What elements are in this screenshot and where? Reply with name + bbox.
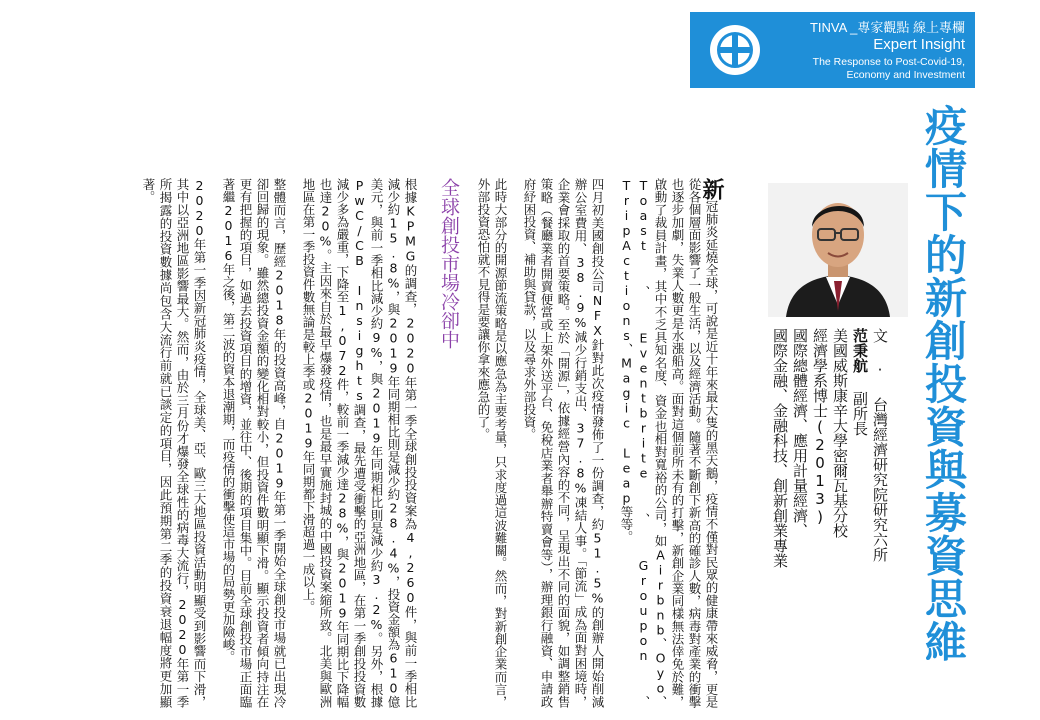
banner-subtitle-1: The Response to Post-Covid-19, <box>812 56 965 68</box>
author-name: 范秉航 <box>851 328 869 373</box>
article-paragraph-4: 根據KPMG的調查，2020年第一季全球創投投資案為4,260件，與前一季相比減少約15.8%，與2019年同期相比則是減少約28.4%，投資金額為610億美元，與前一季相比減少約9%，與2019年同期相比則是減少約3.2%。另外，根據PwC/CB Insights調查，最先遭受衝擊的亞洲地區，在第一季創投投資數減少多為嚴重，下降至1,072件，較前一季減少達28%，與2019年同期比下降幅也達20%。主因來自於最早爆發疫情，也是最早實施封城的中國投資案縮所致。北美與歐洲地區在第一季投資件數無論是較上季或2019年同期都下滑超過一成以上。 <box>301 178 418 708</box>
author-university: 美國威斯康辛大學密爾瓦基分校 <box>831 328 849 538</box>
author-role: 副所長 <box>851 373 869 436</box>
author-info <box>770 328 890 708</box>
author-affiliation: 文 ‧ 台灣經濟研究院研究六所 <box>871 328 889 562</box>
author-expertise-1: 國際總體經濟、應用計量經濟、 <box>791 328 809 538</box>
author-title-line <box>850 328 870 708</box>
tinva-logo-icon <box>710 25 760 75</box>
section-subheading: 全球創投市場冷卻中 <box>438 178 460 349</box>
drop-cap: 新 <box>699 178 724 201</box>
article-paragraph-6: 2020年第一季因新冠肺炎疫情，全球美、亞、歐三大地區投資活動明顯受到影響而下滑，其中以亞洲地區影響最大。然而，由於三月份才爆發全球性的病毒大流行，2020年第一季所揭露的投資數據尚包含大流行前就已談定的項目，因此預期第二季的投資衰退幅度將更加顯著。 <box>141 178 207 708</box>
banner-expert-insight: Expert Insight <box>873 36 965 53</box>
article-paragraph-2: 四月初美國創投公司NFX針對此次疫情發佈了一份調查，約51.5%的創辦人開始削減辦公室費用、38.9%減少行銷支出、37.8%凍結人事。「節流」成為面對困境時，企業會採取的首要策略。至於「開源」，依據經營內容的不同，呈現出不同的面貌，如調整銷售策略（餐廳業者開賣便當或上架外送平台、免稅店業者舉辦特賣會等），辦理銀行融資、申請政府紓困投資、補助與貸款，以及尋求外部投資。 <box>522 178 605 708</box>
article-paragraph-1: 新冠肺炎延燒全球，可說是近十年來最大隻的黑天鵝，疫情不僅對民眾的健康帶來威脅，更是從各個層面影響了一般生活，以及經濟活動。隨著不斷創下新高的確診人數，病毒對產業的衝擊也逐步加劇，失業人數更是水漲船高。面對這個前所未有的打擊，新創企業同樣無法倖免於難，啟動了裁員計畫，其中不乏具知名度、資金也相對寬裕的公司，如Airbnb、Oyo、Toast、Eventbrite、Groupon、TripActions、Magic Leap等等。 <box>619 178 724 709</box>
author-degree: 經濟學系博士(2013) <box>811 328 829 526</box>
author-expertise-2: 國際金融、金融科技、創新創業專業 <box>771 328 789 568</box>
banner-column-title: TINVA _專家觀點 線上專欄 <box>809 20 965 35</box>
page-title: 疫情下的新創投資與募資思維 <box>919 104 968 663</box>
author-photo <box>768 183 908 317</box>
article-body <box>80 178 724 709</box>
article-paragraph-5: 整體而言，歷經2018年的投資高峰，自2019年第一季開始全球創投市場就已出現冷卻回歸的現象。雖然總投資金額的變化相對較小，但投資件數明顯下滑。顯示投資者傾向持注在更有把握的項目，如過去投資項目的增資，並往中、後期的項目集中。目前全球創投市場正面臨著繼2016年之後，第二波的資本退潮期，而疫情的衝擊使這市場的局勢更加險峻。 <box>221 178 287 708</box>
expert-insight-banner <box>690 12 975 88</box>
article-paragraph-3: 此時大部分的開源節流策略是以應急為主要考量，只求度過這波難關。然而，對新創企業而言，外部投資恐怕就不見得是要讓你拿來應急的了。 <box>476 178 508 708</box>
banner-subtitle-2: Economy and Investment <box>846 69 965 81</box>
